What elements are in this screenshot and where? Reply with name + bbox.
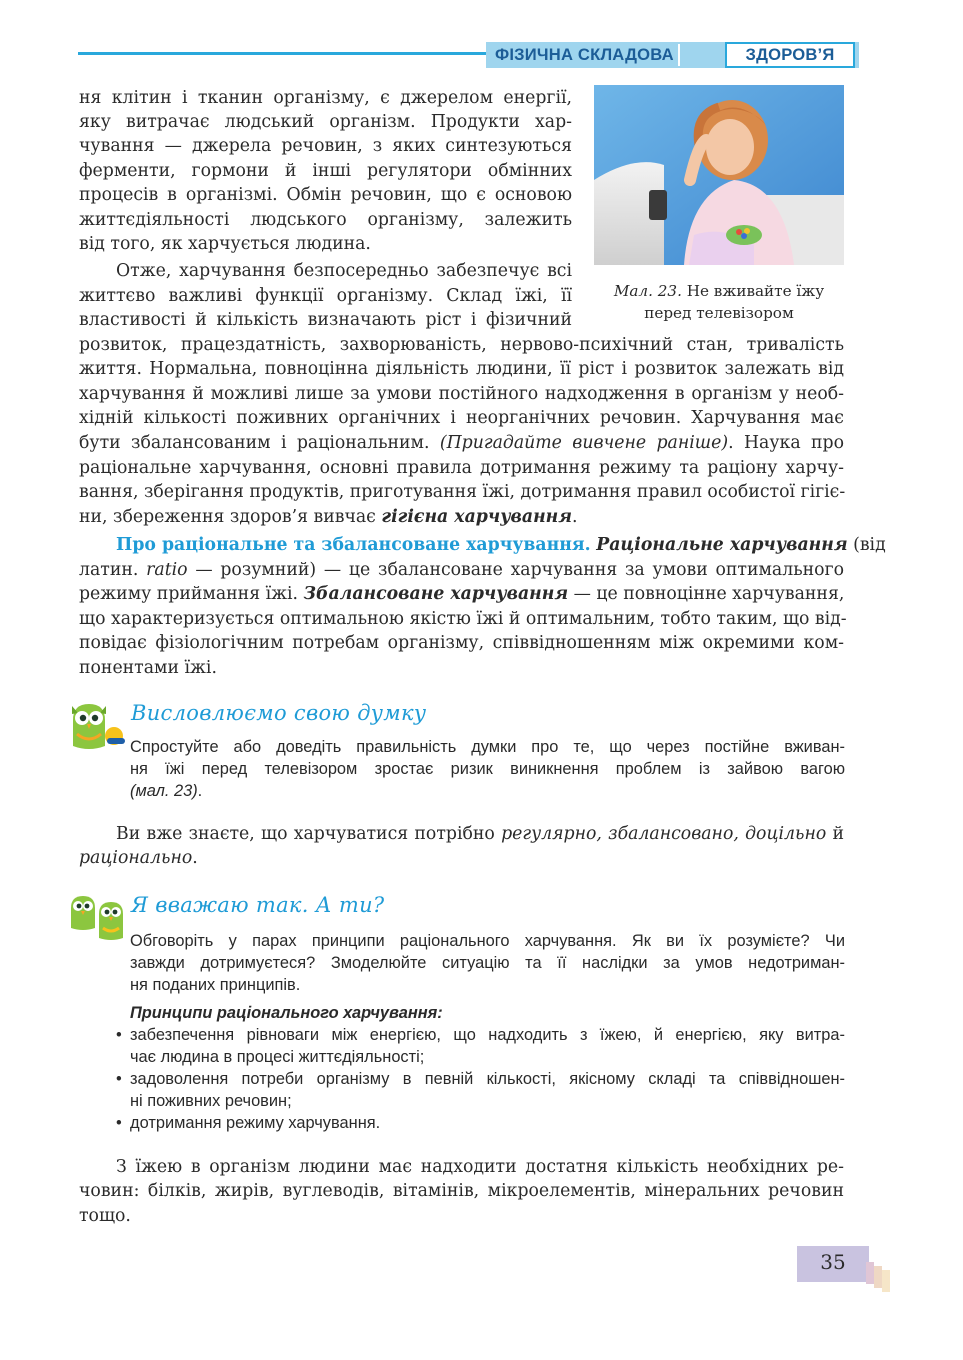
box-title: Я вважаю так. А ти?: [131, 893, 385, 917]
owls-pair-icon: [69, 892, 129, 948]
body-line: властивості й кількість визначають ріст і фізичний: [79, 310, 572, 330]
running-header-section: ФІЗИЧНА СКЛАДОВА: [491, 44, 680, 66]
box-text-line: завжди дотримуєтеся? Змоделюйте ситуацію та її наслідки за умов недотриман-: [130, 954, 845, 972]
body-line: вання, зберігання продуктів, приготування їжі, дотримання правил особистої гігіє-: [79, 482, 846, 502]
body-line: що характеризується оптимальною якістю їжі й оптимальним, тобто таким, що від-: [79, 609, 847, 629]
body-line: життєво важливі функції організму. Склад їжі, її: [79, 286, 572, 306]
body-line: понентами їжі.: [79, 658, 217, 678]
body-line: ферменти, гормони й інші регулятори обмінних: [79, 161, 572, 181]
term-food-hygiene: гігієна харчування: [381, 507, 573, 527]
body-line: життя. Нормальна, повноцінна діяльність людини, її ріст і розвиток залежать від: [79, 359, 844, 379]
body-line: Про раціональне та збалансоване харчування. Раціональне харчування (від: [116, 535, 886, 555]
term-rational-nutrition: Раціональне харчування: [596, 535, 848, 555]
caption-line-2: перед телевізором: [644, 304, 794, 322]
body-line: чування — джерела речовин, з яких синтезуються: [79, 136, 572, 156]
bullet-text-line: забезпечення рівноваги між енергією, що надходить з їжею, й енергією, яку витра-: [130, 1026, 845, 1044]
body-line: ни, збереження здоров’я вивчає гігієна харчування.: [79, 507, 578, 527]
box-text-line: Спростуйте або доведіть правильність думки про те, що через постійне вживан-: [130, 738, 845, 756]
body-line: розвиток, працездатність, захворюваність, нервово-психічний стан, тривалість: [79, 335, 844, 355]
body-line: від того, як харчується людина.: [79, 234, 371, 254]
term-balanced-nutrition: Збалансоване харчування: [303, 584, 569, 604]
body-line: бути збалансованим і раціональним. (Пригадайте вивчене раніше). Наука про: [79, 433, 845, 453]
bullet-text-line: дотримання режиму харчування.: [130, 1114, 381, 1132]
figure-label: Мал. 23.: [613, 282, 682, 300]
body-line: човин: білків, жирів, вуглеводів, вітамінів, мікроелементів, мінеральних речовин: [79, 1181, 844, 1201]
principles-heading: Принципи раціонального харчування:: [130, 1004, 443, 1022]
body-line: раціональне харчування, основні правила дотримання режиму та раціону харчу-: [79, 458, 844, 478]
body-line: Отже, харчування безпосередньо забезпечує всі: [116, 261, 572, 281]
body-line: життєдіяльності людського організму, залежить: [79, 210, 572, 230]
figure-photo: [594, 85, 844, 265]
bullet-text-line: чає людина в процесі життєдіяльності;: [130, 1048, 425, 1066]
body-line: яку витрачає людський організм. Продукти хар-: [79, 112, 572, 132]
body-line: З їжею в організм людини має надходити достатня кількість необхідних ре-: [116, 1157, 844, 1177]
box-title: Висловлюємо свою думку: [131, 701, 427, 725]
bullet-text-line: задоволення потреби організму в певній кількості, якісному складі та співвідношен-: [130, 1070, 845, 1088]
figure-caption: [594, 280, 844, 324]
box-text-line: ня їжі перед телевізором зростає ризик виникнення проблем із зайвою вагою: [130, 760, 845, 778]
body-line: ня клітин і тканин організму, є джерелом енергії,: [79, 88, 572, 108]
tab-stripe: [882, 1270, 890, 1292]
box-text-line: (мал. 23).: [130, 782, 203, 800]
bullet-text-line: ні поживних речовин;: [130, 1092, 292, 1110]
bullet-icon: •: [116, 1026, 122, 1044]
body-line: повідає фізіологічним потребам організму, співвідношенням між окремими ком-: [79, 633, 844, 653]
bullet-icon: •: [116, 1114, 122, 1132]
section-heading: Про раціональне та збалансоване харчування.: [116, 535, 591, 555]
body-line: процесів в організмі. Обмін речовин, що є основою: [79, 185, 572, 205]
header-rule: [78, 52, 493, 55]
bullet-icon: •: [116, 1070, 122, 1088]
page-number: 35: [820, 1250, 846, 1274]
body-line: хідній кількості поживних органічних і неорганічних речовин. Харчування має: [79, 408, 844, 428]
recall-note: (Пригадайте вивчене раніше): [439, 433, 729, 453]
running-header-topic: ЗДОРОВ’Я: [725, 42, 855, 68]
caption-line-1: Не вживайте їжу: [681, 282, 825, 300]
box-text-line: Обговоріть у парах принципи раціонального харчування. Як ви їх розумієте? Чи: [130, 932, 845, 950]
body-line: латин. ratio — розумний) — це збалансоване харчування за умови оптимального: [79, 560, 844, 580]
body-line: тощо.: [79, 1206, 131, 1226]
box-text-line: ня поданих принципів.: [130, 976, 301, 994]
girl-watching-tv-photo: [594, 85, 844, 265]
figure-reference: (мал. 23): [130, 782, 198, 800]
body-line: раціонально.: [79, 848, 198, 868]
body-line: режиму приймання їжі. Збалансоване харчування — це повноцінне харчування,: [79, 584, 845, 604]
body-line: харчування й можливі лише за умови постійного надходження в організм у необ-: [79, 384, 844, 404]
tab-stripe: [874, 1266, 882, 1288]
body-line: Ви вже знаєте, що харчуватися потрібно регулярно, збалансовано, доцільно й: [116, 824, 845, 844]
owl-thinking-icon: [69, 700, 129, 756]
